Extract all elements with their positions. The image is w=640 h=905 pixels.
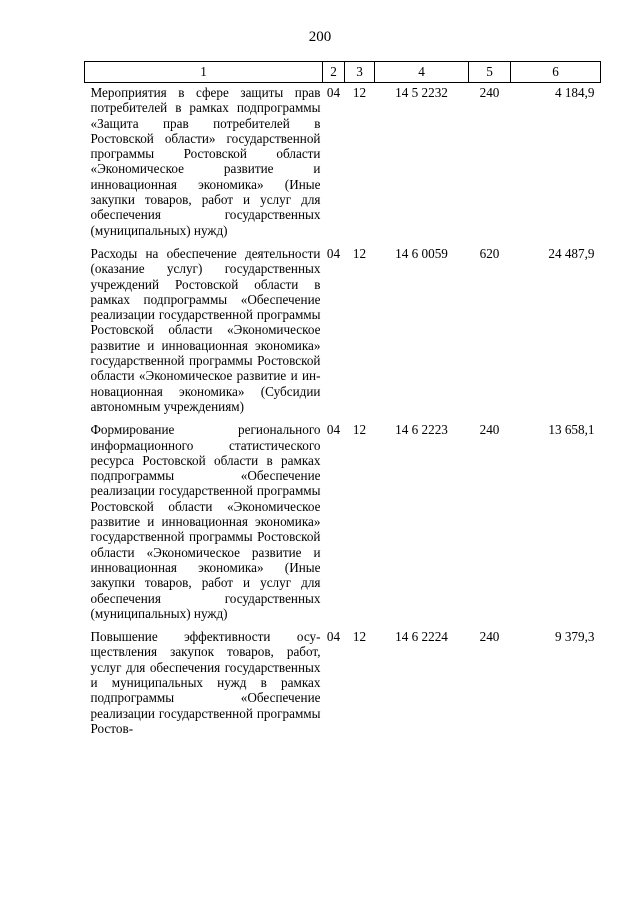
row-subsection: 12 (352, 629, 367, 645)
row-amount: 9 379,3 (554, 629, 595, 645)
row-target-article: 14 6 2223 (395, 422, 448, 438)
column-header-subsection: 3 (345, 62, 375, 83)
row-subsection: 12 (352, 245, 367, 261)
table-row (85, 422, 601, 629)
row-name: Формирование регионального информационного статистического ресурса Ростовской области в рамках подпрограммы «Обеспечение реализации государственной программы Ростовской области «Экономическое развитие и инновационная экономика» государственной программы Ростовской области «Экономическое развитие и инновационная экономика» (Иные закупки товаров, работ и услуг для обеспечения государственных (муниципальных) нужд) (90, 422, 321, 621)
row-name: Мероприятия в сфере защиты прав потребителей в рамках подпрограммы «Защита прав потребителей в Ростовской области» государственной программы Ростовской области «Экономическое развитие и инновационная экономика» (Иные закупки товаров, работ и услуг для обеспечения государственных (муниципальных) нужд) (90, 85, 321, 238)
row-subsection: 12 (352, 85, 367, 100)
row-section: 04 (326, 422, 341, 438)
column-header-target-article: 4 (375, 62, 469, 83)
table-row (85, 83, 601, 246)
budget-table (84, 61, 601, 744)
column-header-section: 2 (323, 62, 345, 83)
row-expense-type: 240 (479, 629, 500, 645)
row-subsection: 12 (352, 422, 367, 438)
header-row (85, 62, 601, 83)
row-name: Повышение эффективности осуществления закупок товаров, работ, услуг для обеспечения государственных и муниципальных нужд в рамках подпрограммы «Обеспечение реализации государственной программы Ростов- (90, 629, 321, 736)
row-section: 04 (326, 245, 341, 261)
column-header-name: 1 (85, 62, 323, 83)
row-section: 04 (326, 629, 341, 645)
row-target-article: 14 6 2224 (395, 629, 448, 645)
column-header-expense-type: 5 (469, 62, 511, 83)
row-section: 04 (326, 85, 341, 100)
row-expense-type: 620 (479, 245, 500, 261)
row-expense-type: 240 (479, 422, 500, 438)
row-amount: 24 487,9 (548, 245, 595, 261)
row-target-article: 14 5 2232 (395, 85, 448, 100)
row-name: Расходы на обеспечение деятельности (оказание услуг) государственных учреждений Ростовской области в рамках подпрограммы «Обеспечение реализации государственной программы Ростовской области «Экономическое развитие и инновационная экономика» государственной программы Ростовской области «Экономическое развитие и инновационная экономика» (Субсидии автономным учреждениям) (90, 245, 321, 414)
row-target-article: 14 6 0059 (395, 245, 448, 261)
page-number: 200 (308, 29, 332, 45)
row-expense-type: 240 (479, 85, 500, 100)
column-header-amount: 6 (511, 62, 601, 83)
row-amount: 13 658,1 (548, 422, 595, 438)
table-row (85, 246, 601, 422)
row-amount: 4 184,9 (554, 85, 595, 100)
table-row (85, 629, 601, 744)
